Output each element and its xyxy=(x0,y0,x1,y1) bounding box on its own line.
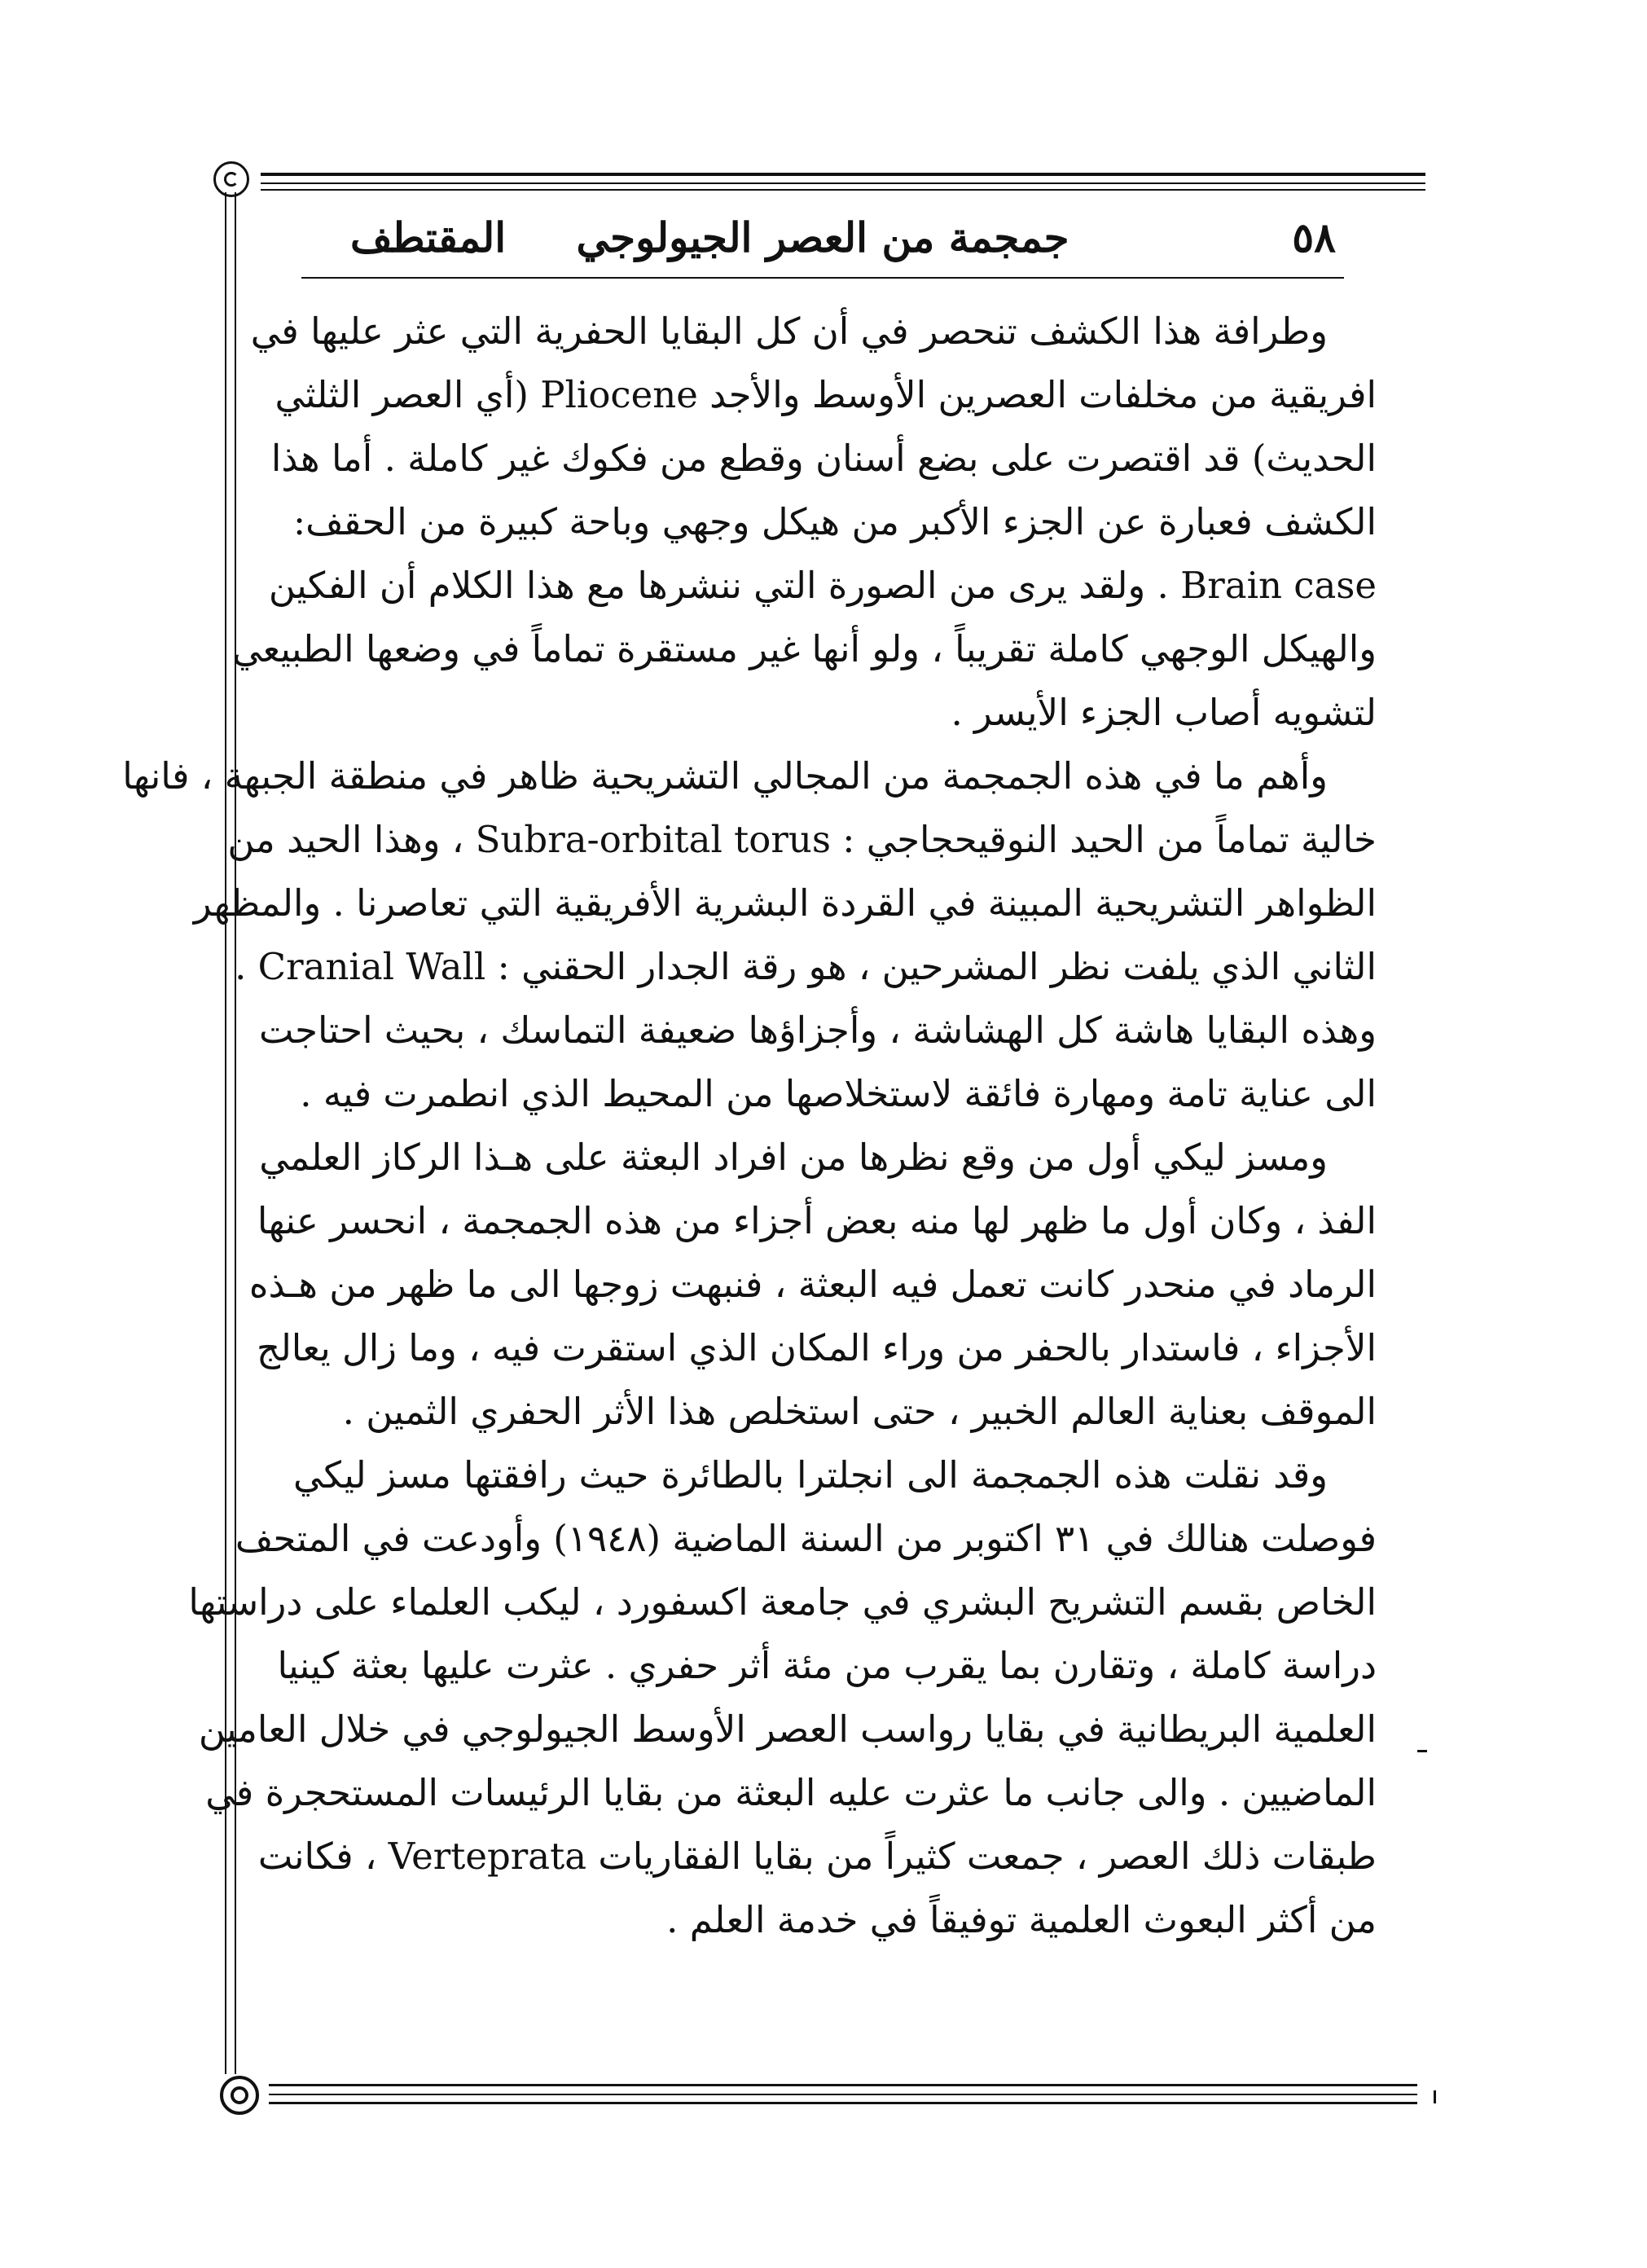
text-line: وأهم ما في هذه الجمجمة من المجالي التشريحية ظاهر في منطقة الجبهة ، فانها xyxy=(122,754,1328,798)
text-line: دراسة كاملة ، وتقارن بما يقرب من مئة أثر حفري . عثرت عليها بعثة كينيا xyxy=(277,1644,1377,1687)
journal-name: المقتطف xyxy=(350,213,507,262)
margin-mark xyxy=(1417,1750,1427,1752)
bottom-border-rule xyxy=(269,2102,1417,2104)
text-line: افريقية من مخلفات العصرين الأوسط والأجد Pliocene (أي العصر الثلثي xyxy=(274,373,1377,416)
text-line: وطرافة هذا الكشف تنحصر في أن كل البقايا الحفرية التي عثر عليها في xyxy=(250,310,1328,353)
text-line: الثاني الذي يلفت نظر المشرحين ، هو رقة الجدار الحقني : Cranial Wall . xyxy=(235,945,1377,988)
text-line: الرماد في منحدر كانت تعمل فيه البعثة ، فنبهت زوجها الى ما ظهر من هـذه xyxy=(248,1263,1377,1306)
text-line: الكشف فعبارة عن الجزء الأكبر من هيكل وجهي وباحة كبيرة من الحقف: xyxy=(293,500,1377,543)
text-line: الخاص بقسم التشريح البشري في جامعة اكسفورد ، ليكب العلماء على دراستها xyxy=(188,1580,1377,1624)
running-header xyxy=(301,213,1344,270)
text-line: من أكثر البعوث العلمية توفيقاً في خدمة العلم . xyxy=(666,1898,1377,1941)
paragraph xyxy=(248,1126,1377,1444)
top-border-rule xyxy=(261,182,1425,184)
margin-mark xyxy=(1434,2090,1436,2103)
running-title: جمجمة من العصر الجيولوجي xyxy=(576,213,1069,262)
text-line: خالية تماماً من الحيد النوقيحجاجي : Subra-orbital torus ، وهذا الحيد من xyxy=(227,818,1377,861)
paragraph xyxy=(188,1444,1377,1952)
text-line: فوصلت هنالك في ٣١ اكتوبر من السنة الماضية (١٩٤٨) وأودعت في المتحف xyxy=(235,1517,1377,1560)
text-line: الموقف بعناية العالم الخبير ، حتى استخلص هذا الأثر الحفري الثمين . xyxy=(342,1390,1377,1433)
text-line: طبقات ذلك العصر ، جمعت كثيراً من بقايا الفقاريات Verteprata ، فكانت xyxy=(257,1835,1377,1878)
paragraph xyxy=(122,745,1377,1126)
text-line: الحديث) قد اقتصرت على بضع أسنان وقطع من فكوك غير كاملة . أما هذا xyxy=(270,437,1377,480)
text-line: الأجزاء ، فاستدار بالحفر من وراء المكان الذي استقرت فيه ، وما زال يعالج xyxy=(257,1326,1377,1369)
text-line: العلمية البريطانية في بقايا رواسب العصر الأوسط الجيولوجي في خلال العامين xyxy=(198,1708,1377,1751)
text-line: Brain case . ولقد يرى من الصورة التي ننشرها مع هذا الكلام أن الفكين xyxy=(268,564,1377,607)
header-rule xyxy=(301,277,1344,279)
text-line: الفذ ، وكان أول ما ظهر لها منه بعض أجزاء من هذه الجمجمة ، انحسر عنها xyxy=(257,1199,1377,1242)
text-line: والهيكل الوجهي كاملة تقريباً ، ولو أنها غير مستقرة تماماً في وضعها الطبيعي xyxy=(232,627,1377,670)
top-border-rule xyxy=(261,173,1425,176)
top-border-rule xyxy=(261,189,1425,191)
bottom-border-rule xyxy=(269,2094,1417,2095)
text-line: الماضيين . والى جانب ما عثرت عليه البعثة من بقايا الرئيسات المستحجرة في xyxy=(205,1771,1377,1814)
text-line: الى عناية تامة ومهارة فائقة لاستخلاصها من المحيط الذي انطمرت فيه . xyxy=(300,1072,1377,1115)
text-line: ومسز ليكي أول من وقع نظرها من افراد البعثة على هـذا الركاز العلمي xyxy=(259,1136,1328,1179)
bottom-border-rule xyxy=(269,2084,1417,2086)
paragraph xyxy=(232,300,1377,745)
corner-ornament-bottom xyxy=(220,2076,259,2115)
text-line: الظواهر التشريحية المبينة في القردة البشرية الأفريقية التي تعاصرنا . والمظهر xyxy=(193,881,1377,925)
corner-ornament-top xyxy=(213,161,249,197)
article-body xyxy=(122,300,1377,1952)
text-line: وهذه البقايا هاشة كل الهشاشة ، وأجزاؤها ضعيفة التماسك ، بحيث احتاجت xyxy=(258,1009,1377,1052)
text-line: وقد نقلت هذه الجمجمة الى انجلترا بالطائرة حيث رافقتها مسز ليكي xyxy=(293,1453,1328,1497)
text-line: لتشويه أصاب الجزء الأيسر . xyxy=(951,691,1377,734)
page-number: ٥٨ xyxy=(1292,213,1336,262)
